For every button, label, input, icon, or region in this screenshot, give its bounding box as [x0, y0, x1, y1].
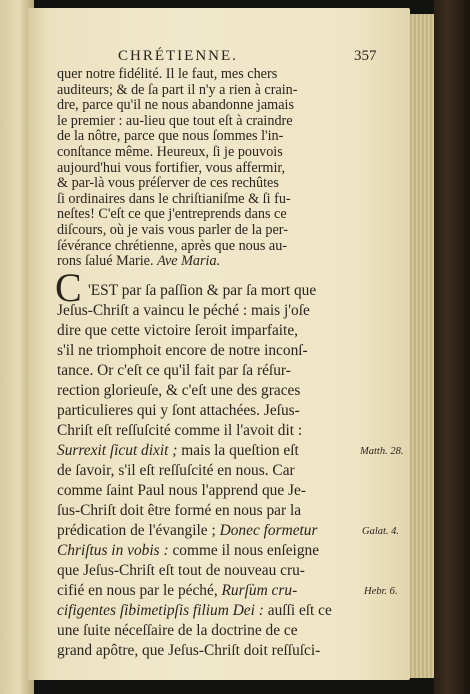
text-line: prédication de l'évangile ; Donec formetur: [57, 522, 318, 539]
text-line: diſcours, où je vais vous parler de la per-: [57, 222, 288, 238]
text-line: quer notre fidélité. Il le faut, mes chers: [57, 66, 278, 82]
margin-note: Matth. 28.: [360, 446, 404, 457]
text-line: conſtance même. Heureux, ſi je pouvois: [57, 144, 283, 160]
text-line: & par-là vous préſerver de ces rechûtes: [57, 175, 279, 192]
text-line: dre, parce qu'il ne nous abandonne jamais: [57, 97, 294, 114]
running-title: CHRÉTIENNE.: [118, 48, 238, 64]
text-line: le premier : au-lieu que tout eſt à craindre: [57, 112, 293, 129]
text-line: Jeſus-Chriſt a vaincu le péché : mais j'oſe: [57, 302, 310, 319]
text-line: cifigentes ſibimetipſis filium Dei : auſſi eſt ce: [57, 602, 332, 619]
text-line: s'il ne triomphoit encore de notre inconſ-: [57, 342, 308, 359]
text-line: rons ſalué Marie. Ave Maria.: [57, 253, 221, 270]
text-line: particulieres qui y ſont attachées. Jeſus-: [57, 402, 300, 419]
text-line: de ſavoir, s'il eſt reſſuſcité en nous. Car: [57, 462, 295, 479]
text-line: ſus-Chriſt doit être formé en nous par la: [57, 502, 302, 519]
book-cover: [434, 0, 470, 694]
text-line: dire que cette victoire ſeroit imparfaite,: [57, 322, 299, 339]
margin-note: Galat. 4.: [362, 526, 400, 537]
text-line: de la nôtre, parce que nous ſommes l'in-: [57, 128, 284, 145]
text-line: neſtes! C'eſt ce que j'entreprends dans ce: [57, 206, 287, 223]
margin-note: Hebr. 6.: [364, 586, 398, 597]
text-line: ſévérance chrétienne, après que nous au-: [57, 237, 288, 254]
text-line: tance. Or c'eſt ce qu'il fait par ſa réſur-: [57, 362, 291, 379]
text-line: grand apôtre, que Jeſus-Chriſt doit reſſuſci-: [57, 642, 321, 659]
page-block-edges: [408, 14, 436, 678]
text-line: ſi ordinaires dans le chriſtianiſme & ſi fu-: [57, 190, 291, 207]
text-line: rection glorieuſe, & c'eſt une des graces: [57, 382, 301, 399]
text-line: cifié en nous par le péché, Rurſùm cru-: [57, 582, 298, 599]
drop-cap: C: [55, 265, 82, 310]
text-line: aujourd'hui vous fortifier, vous affermir,: [57, 159, 286, 176]
text-line: Surrexit ſicut dixit ; mais la queſtion eſt: [57, 442, 299, 459]
text-line: comme ſaint Paul nous l'apprend que Je-: [57, 482, 306, 499]
text-line: Chriſtus in vobis : comme il nous enſeigne: [57, 542, 320, 559]
text-line: que Jeſus-Chriſt eſt tout de nouveau cru-: [57, 562, 305, 579]
text-line: Chriſt eſt reſſuſcité comme il l'avoit dit :: [57, 422, 303, 439]
page-number: 357: [354, 48, 377, 64]
text-line: auditeurs; & de ſa part il n'y a rien à crain-: [57, 81, 298, 98]
text-line: 'EST par ſa paſſion & par ſa mort que: [88, 282, 317, 299]
text-line: une ſuite néceſſaire de la doctrine de ce: [57, 622, 298, 639]
